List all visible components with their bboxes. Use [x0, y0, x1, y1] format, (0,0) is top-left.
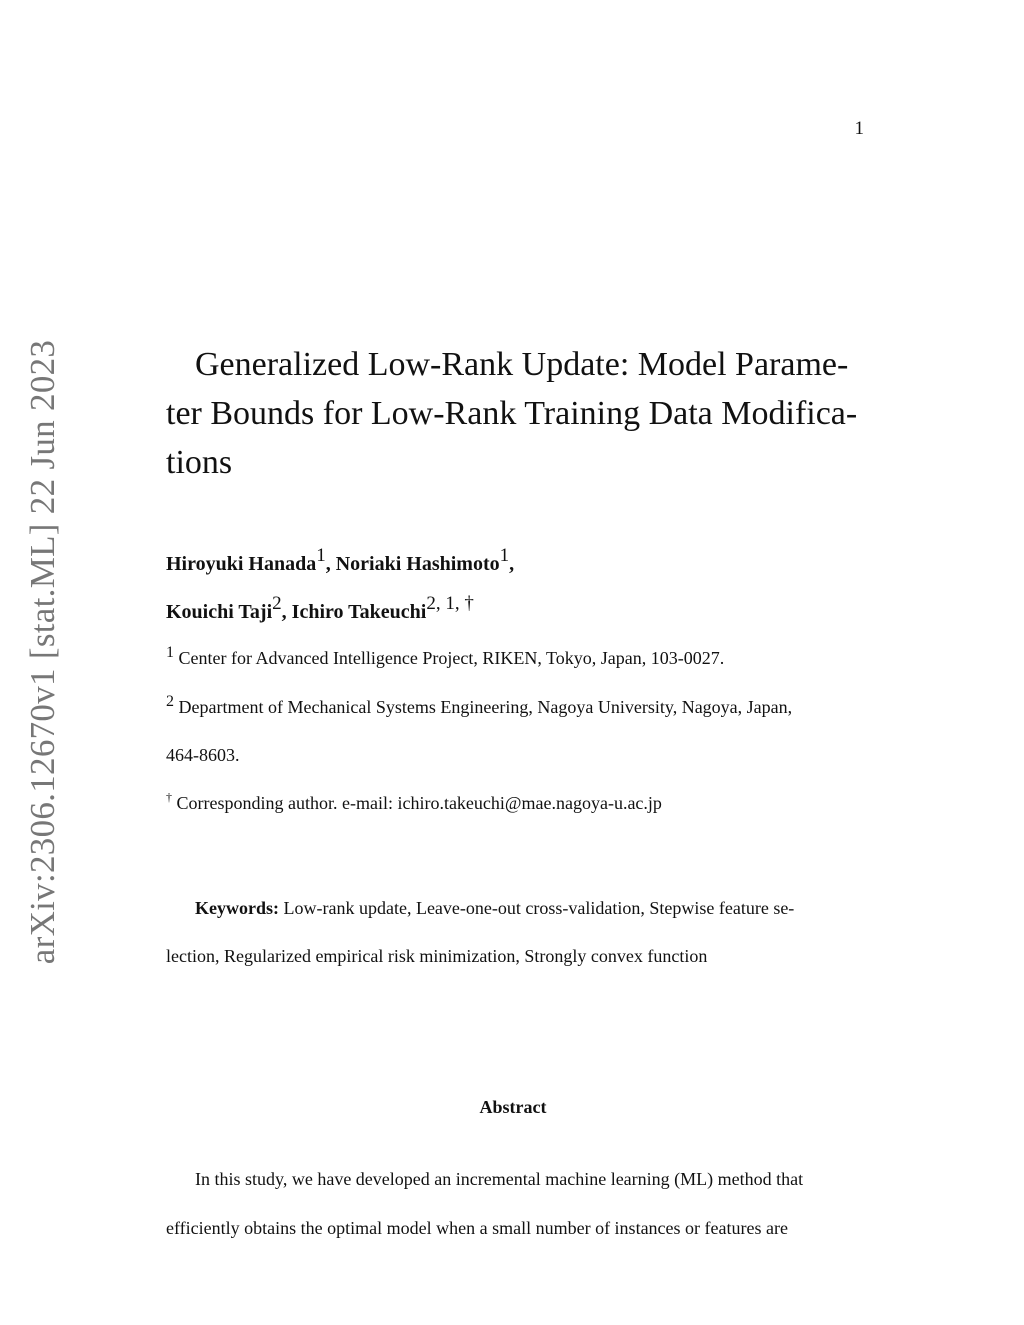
author-affiliation-mark: 1 [499, 545, 510, 566]
keywords-line: lection, Regularized empirical risk minimization, Strongly convex function [166, 946, 708, 966]
author-separator: , [281, 601, 287, 623]
paper-title [166, 340, 866, 487]
affiliation [166, 646, 866, 670]
keywords [166, 884, 866, 980]
author-list [166, 540, 866, 636]
keywords-line [166, 884, 866, 932]
affiliation-text: Corresponding author. e-mail: ichiro.takeuchi@mae.nagoya-u.ac.jp [176, 793, 662, 813]
author-affiliation-mark: 2, 1, † [426, 593, 474, 614]
title-line: ter Bounds for Low-Rank Training Data Modifica- [166, 395, 858, 432]
abstract-line: In this study, we have developed an incremental machine learning (ML) method that [195, 1169, 804, 1189]
abstract-line: efficiently obtains the optimal model when a small number of instances or features are [166, 1218, 788, 1238]
affiliation-mark: 1 [166, 644, 174, 661]
title-line: Generalized Low-Rank Update: Model Parame- [195, 346, 849, 383]
author-name: Noriaki Hashimoto [335, 553, 500, 575]
abstract-body [166, 1155, 866, 1253]
author-separator: , [509, 553, 515, 575]
author-name: Kouichi Taji [166, 601, 273, 623]
author-name: Ichiro Takeuchi [291, 601, 427, 623]
affiliation-continuation: 464-8603. [166, 745, 240, 765]
affiliation-mark: 2 [166, 693, 174, 710]
affiliation-text: Department of Mechanical Systems Engineering, Nagoya University, Nagoya, Japan, [178, 697, 793, 717]
affiliation-text: Center for Advanced Intelligence Project, RIKEN, Tokyo, Japan, 103-0027. [178, 648, 725, 668]
abstract-heading: Abstract [479, 1097, 547, 1117]
page-number: 1 [854, 118, 864, 139]
author-affiliation-mark: 2 [272, 593, 282, 614]
author-row [166, 540, 866, 588]
keywords-text: Low-rank update, Leave-one-out cross-validation, Stepwise feature se- [283, 898, 795, 918]
title-line: tions [166, 444, 233, 481]
author-name: Hiroyuki Hanada [166, 553, 317, 575]
keywords-label: Keywords: [195, 898, 279, 918]
affiliation [166, 791, 866, 815]
author-separator: , [325, 553, 331, 575]
affiliation [166, 695, 866, 719]
affiliation-mark: † [166, 790, 172, 804]
author-row [166, 588, 866, 636]
author-affiliation-mark: 1 [316, 545, 326, 566]
arxiv-identifier-stamp: arXiv:2306.12670v1 [stat.ML] 22 Jun 2023 [23, 339, 62, 965]
